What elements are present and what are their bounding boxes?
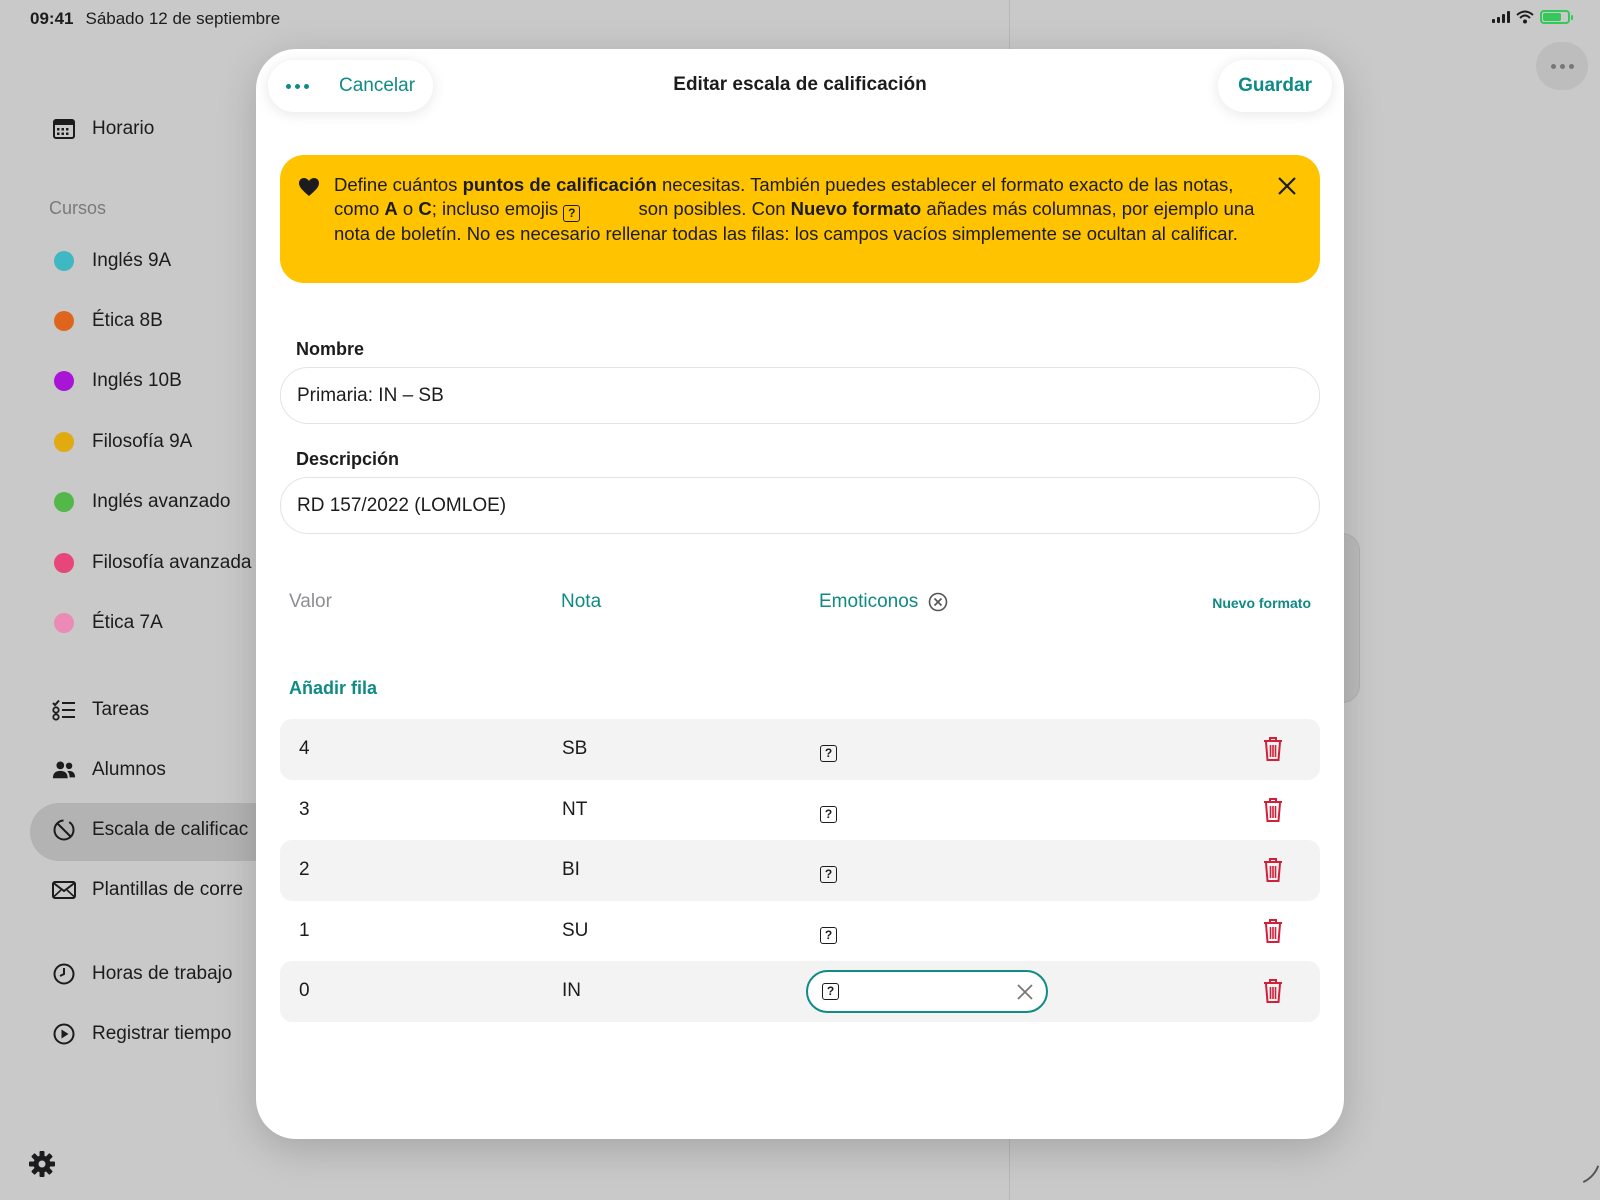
sidebar-item-registrar-tiempo[interactable] (52, 1022, 231, 1046)
row-grade[interactable]: SB (562, 738, 588, 759)
sidebar-item-label: Filosofía 9A (92, 431, 193, 452)
description-label: Descripción (296, 449, 400, 469)
sidebar-item-label: Ética 7A (92, 612, 163, 633)
sidebar-item-alumnos[interactable] (52, 758, 166, 782)
sidebar-item-tareas[interactable] (52, 698, 149, 722)
table-row (280, 719, 1320, 780)
new-format-button[interactable]: Nuevo formato (1212, 595, 1311, 611)
sidebar-item-label: Horario (92, 118, 155, 139)
name-value: Primaria: IN – SB (297, 384, 444, 406)
heart-icon (298, 177, 320, 197)
course-color-dot (54, 553, 74, 573)
column-header-emoji[interactable] (819, 591, 948, 613)
more-icon (1551, 64, 1574, 69)
column-header-grade[interactable]: Nota (561, 591, 602, 612)
sidebar-item-plantillas-correo[interactable] (52, 878, 243, 902)
sidebar-item-label: Registrar tiempo (92, 1023, 232, 1044)
status-date: Sábado 12 de septiembre (85, 9, 281, 28)
sidebar-course-ingles-avanzado[interactable] (52, 491, 230, 513)
sidebar-item-label: Inglés 10B (92, 370, 182, 391)
add-row-button[interactable]: Añadir fila (289, 678, 378, 698)
save-button[interactable]: Guardar (1238, 75, 1312, 96)
sidebar-item-escala-calificacion[interactable] (52, 818, 248, 842)
emoji-input-active[interactable] (806, 970, 1048, 1013)
sidebar-course-filosofia-avanzada[interactable] (52, 552, 252, 574)
sidebar-item-label: Alumnos (92, 759, 166, 780)
row-emoji-icon[interactable]: ? (820, 860, 837, 883)
close-icon[interactable] (1276, 175, 1298, 197)
edit-grading-scale-modal (256, 49, 1344, 1139)
sidebar (0, 0, 260, 1200)
trash-icon[interactable] (1262, 978, 1284, 1004)
status-time: 09:41 (30, 9, 74, 28)
remove-column-icon[interactable] (928, 592, 948, 612)
calendar-icon (52, 117, 76, 141)
emoji-placeholder-icon: ? (563, 197, 633, 222)
checklist-icon (52, 698, 76, 722)
row-grade[interactable]: NT (562, 798, 588, 820)
row-value[interactable]: 2 (299, 859, 310, 880)
battery-icon (1540, 10, 1570, 24)
courses-heading: Cursos (49, 198, 107, 218)
course-color-dot (54, 251, 74, 271)
description-value: RD 157/2022 (LOMLOE) (297, 494, 507, 516)
row-value[interactable]: 3 (299, 798, 310, 820)
sidebar-item-label: Inglés 9A (92, 250, 172, 271)
table-row (280, 840, 1320, 901)
row-emoji-icon[interactable]: ? (820, 921, 837, 944)
course-color-dot (54, 371, 74, 391)
sidebar-item-label: Inglés avanzado (92, 491, 231, 512)
sidebar-course-etica-7a[interactable] (52, 612, 163, 634)
sidebar-item-label: Escala de calificac (92, 819, 249, 840)
trash-icon[interactable] (1262, 736, 1284, 762)
table-row (280, 901, 1320, 962)
sidebar-item-horas-trabajo[interactable] (52, 962, 232, 986)
row-emoji-icon[interactable]: ? (820, 800, 837, 823)
sidebar-item-label: Ética 8B (92, 310, 163, 331)
sidebar-item-label: Tareas (92, 699, 150, 720)
course-color-dot (54, 432, 74, 452)
sidebar-item-label: Filosofía avanzada (92, 552, 252, 573)
info-banner (280, 155, 1320, 283)
sidebar-course-ingles-9a[interactable] (52, 250, 171, 272)
signal-icon (1492, 11, 1510, 23)
sidebar-course-ingles-10b[interactable] (52, 370, 182, 392)
emoji-placeholder-icon: ? (822, 983, 839, 1000)
clear-input-icon[interactable] (1016, 983, 1034, 1001)
status-bar (0, 0, 1600, 38)
row-grade[interactable]: IN (562, 980, 581, 1001)
row-value[interactable]: 4 (299, 738, 310, 759)
column-header-value: Valor (289, 591, 332, 612)
header-right-group (1218, 60, 1332, 112)
resize-corner-indicator (1561, 1156, 1599, 1194)
modal-title: Editar escala de calificación (673, 74, 927, 95)
sidebar-item-label: Plantillas de corre (92, 879, 244, 900)
course-color-dot (54, 492, 74, 512)
people-icon (52, 758, 76, 782)
table-row (280, 961, 1320, 1022)
row-value[interactable]: 1 (299, 919, 310, 941)
banner-text: Define cuántos puntos de calificación necesitas. También puedes establecer el formato exacto de las notas, como A o C; incluso emojis ? son posibles. Con Nuevo formato añades más columnas, por ejemplo una nota de boletín. No es necesario rellenar todas las filas: los campos vacíos simplemente se ocultan al calificar. (334, 174, 1255, 244)
name-label: Nombre (296, 339, 365, 359)
grading-scale-icon (52, 818, 76, 842)
trash-icon[interactable] (1262, 797, 1284, 823)
envelope-icon (52, 878, 76, 902)
sidebar-item-horario[interactable] (52, 117, 154, 141)
table-row (280, 780, 1320, 841)
detail-more-button[interactable] (1536, 42, 1588, 90)
course-color-dot (54, 613, 74, 633)
grade-rows (280, 719, 1320, 1022)
wifi-icon (1516, 10, 1534, 24)
sidebar-course-etica-8b[interactable] (52, 310, 163, 332)
modal-header (256, 49, 1344, 123)
sidebar-course-filosofia-9a[interactable] (52, 431, 192, 453)
trash-icon[interactable] (1262, 857, 1284, 883)
description-field[interactable] (280, 477, 1320, 534)
cancel-button[interactable]: Cancelar (339, 75, 416, 96)
column-header-emoji-label: Emoticonos (819, 591, 919, 612)
trash-icon[interactable] (1262, 918, 1284, 944)
row-grade[interactable]: SU (562, 919, 589, 941)
row-value[interactable]: 0 (299, 980, 310, 1001)
status-icons (1492, 10, 1570, 24)
course-color-dot (54, 311, 74, 331)
play-circle-icon (52, 1022, 76, 1046)
clock-icon (52, 962, 76, 986)
name-field[interactable] (280, 367, 1320, 424)
sidebar-item-label: Horas de trabajo (92, 963, 233, 984)
gear-icon[interactable] (28, 1150, 56, 1178)
row-grade[interactable]: BI (562, 859, 580, 880)
row-emoji-icon[interactable]: ? (820, 739, 837, 762)
